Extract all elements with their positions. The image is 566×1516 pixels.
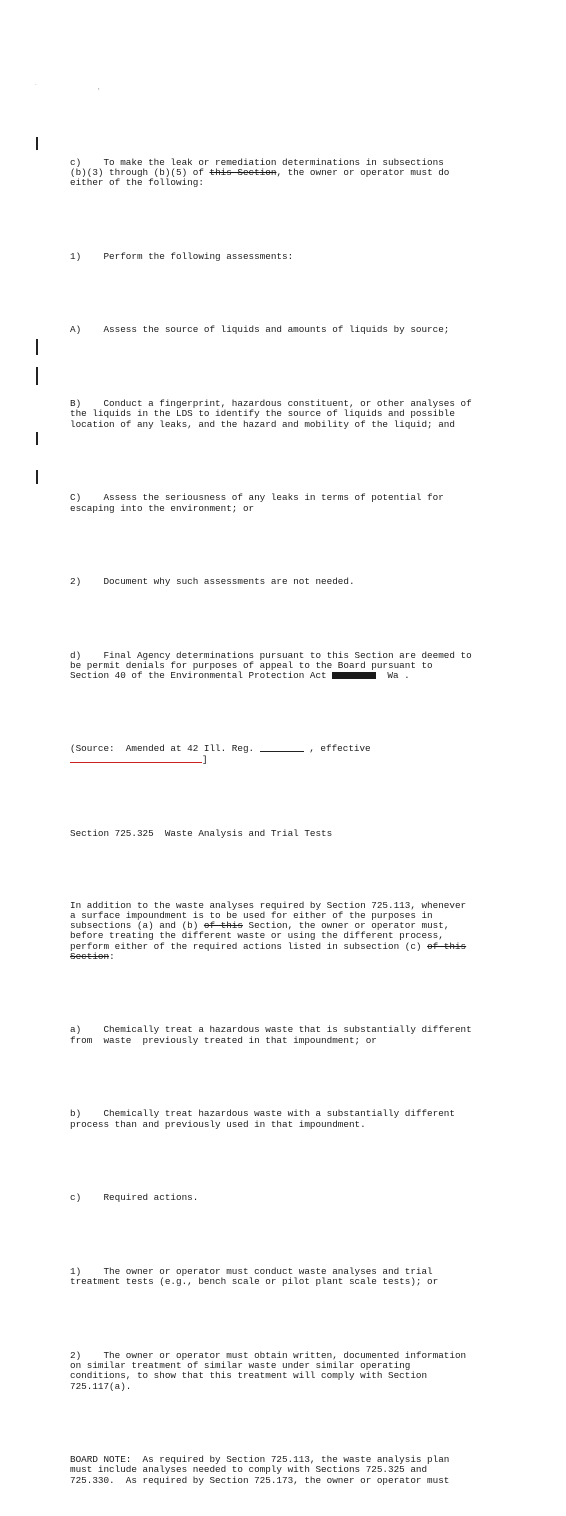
revision-bar [36, 432, 38, 445]
paragraph-a: a) Chemically treat a hazardous waste that is substantially different from waste previously treated in that impoundment; or [70, 1024, 472, 1046]
scan-specks: ` , [34, 84, 129, 91]
blank-effective-date-field [70, 754, 202, 763]
board-note: BOARD NOTE: As required by Section 725.113, the waste analysis plan must include analyses needed to comply with Sections 725.325 and 725.330. As required by Section 725.173, the owner or operator must [70, 1454, 450, 1486]
revision-bar [36, 470, 38, 484]
revision-bar [36, 137, 38, 150]
paragraph-c-required-1: 1) The owner or operator must conduct waste analyses and trial treatment tests (e.g., bench scale or pilot plant scale tests); or [70, 1266, 439, 1288]
paragraph-c-2: 2) Document why such assessments are not needed. [70, 576, 355, 588]
paragraph-d: d) Final Agency determinations pursuant to this Section are deemed to be permit denials for purposes of appeal to the Board pursuant to Section 40 of the Environmental Protection Act Wa . [70, 649, 472, 682]
revision-bar [36, 339, 38, 355]
paragraph-c: c) To make the leak or remediation determinations in subsections (b)(3) through (b)(5) of this Section, the owner or operator must do either of the following: [70, 156, 450, 189]
paragraph-c-1-a: A) Assess the source of liquids and amounts of liquids by source; [70, 324, 450, 336]
struck-text: of this Section [70, 940, 467, 962]
section-heading: Section 725.325 Waste Analysis and Trial Tests [70, 827, 333, 839]
struck-text: of this [203, 920, 243, 932]
paragraph-c-required: c) Required actions. [70, 1192, 199, 1204]
revision-bar [36, 367, 38, 385]
source-note: (Source: Amended at 42 Ill. Reg. , effective ] [70, 743, 371, 766]
paragraph-c-1-b: B) Conduct a fingerprint, hazardous constituent, or other analyses of the liquids in the LDS to identify the source of liquids and possible location of any leaks, and the hazard and mobility of the liquid; and [70, 398, 472, 430]
blank-issue-field [260, 743, 304, 752]
paragraph-c-1-c: C) Assess the seriousness of any leaks in terms of potential for escaping into the environment; or [70, 492, 444, 514]
redaction-mark [332, 672, 376, 679]
paragraph-b: b) Chemically treat hazardous waste with a substantially different process than and previously used in that impoundment. [70, 1108, 455, 1130]
paragraph-c-1: 1) Perform the following assessments: [70, 250, 294, 262]
intro-paragraph: In addition to the waste analyses required by Section 725.113, whenever a surface impoundment is to be used for either of the purposes in subsections (a) and (b) of this Section, the owner or operator must, before treating the different waste or using the different process, perform either of the required actions listed in subsection (c) of this Section: [70, 899, 467, 962]
document-body [70, 127, 510, 1516]
paragraph-c-required-2: 2) The owner or operator must obtain written, documented information on similar treatment of similar waste under similar operating conditions, to show that this treatment will comply with Section 725.117(a). [70, 1349, 467, 1392]
struck-text: this Section [209, 166, 277, 178]
